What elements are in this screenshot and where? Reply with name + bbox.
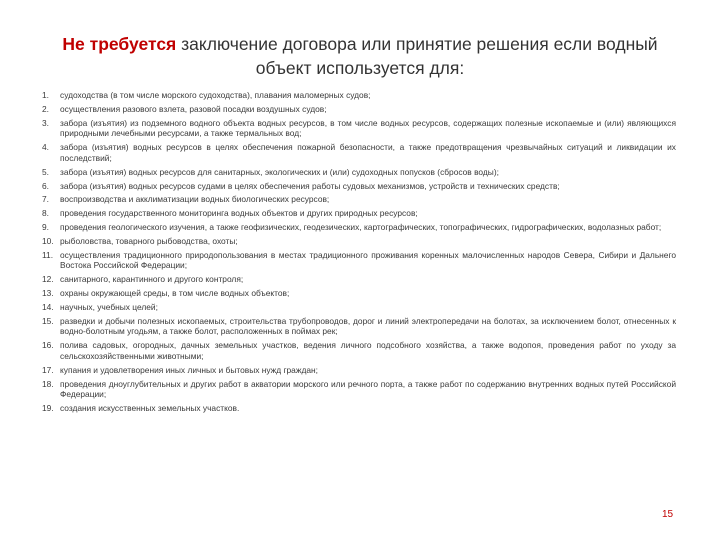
list-item-text: судоходства (в том числе морского судоходства), плавания маломерных судов; [60, 90, 371, 100]
list-item [42, 250, 676, 272]
list-item-text: проведения государственного мониторинга водных объектов и других природных ресурсов; [60, 208, 418, 219]
list-item-number: 3. [42, 117, 49, 128]
list-item-number: 4. [42, 142, 49, 153]
list-item-text: забора (изъятия) водных ресурсов в целях обеспечения пожарной безопасности, а также предотвращения чрезвычайных ситуаций и ликвидации их последствий; [60, 142, 676, 163]
list-item-text: купания и удовлетворения иных личных и бытовых нужд граждан; [60, 364, 318, 375]
list-item [42, 90, 676, 101]
list-item-number: 15. [42, 315, 54, 326]
list-item-number: 12. [42, 274, 54, 285]
list-item-text: охраны окружающей среды, в том числе водных объектов; [60, 287, 290, 298]
list-item-text: создания искусственных земельных участков. [60, 403, 240, 414]
list-item [42, 167, 676, 178]
list-item-number: 8. [42, 208, 49, 219]
list-item [42, 340, 676, 362]
list-item-text: научных, учебных целей; [60, 301, 158, 312]
list-item-number: 7. [42, 194, 49, 205]
list-item-number: 17. [42, 364, 54, 375]
list-item-number: 2. [42, 103, 49, 114]
list-item-number: 13. [42, 287, 54, 298]
slide-title [40, 32, 680, 80]
list-item [42, 194, 676, 205]
list-item [42, 316, 676, 338]
list-item [42, 181, 676, 192]
list-item [42, 288, 676, 299]
list-item-number: 5. [42, 166, 49, 177]
list-item-text: забора (изъятия) водных ресурсов судами в целях обеспечения работы судовых механизмов, устройств и технических средств; [60, 180, 560, 191]
list-item-number: 16. [42, 340, 54, 351]
usage-list [42, 90, 676, 417]
list-item [42, 302, 676, 313]
list-item [42, 379, 676, 401]
list-item-text: разведки и добычи полезных ископаемых, строительства трубопроводов, дорог и линий электропередачи на болотах, за исключением болот, отнесенных к водно-болотным угодьям, а также болот, расположенных в поймах рек; [60, 315, 676, 337]
list-item [42, 142, 676, 164]
list-item-number: 6. [42, 180, 49, 191]
list-item-text: рыболовства, товарного рыбоводства, охоты; [60, 235, 238, 246]
list-item [42, 236, 676, 247]
list-item-number: 10. [42, 235, 54, 246]
list-item-text: санитарного, карантинного и другого контроля; [60, 274, 244, 285]
list-item [42, 104, 676, 115]
list-item-text: осуществления традиционного природопользования в местах традиционного проживания коренных малочисленных народов Севера, Сибири и Дальнего Востока Российской Федерации; [60, 249, 676, 271]
list-item [42, 118, 676, 140]
title-rest: заключение договора или принятие решения если водный объект используется для: [176, 34, 658, 78]
page-number: 15 [662, 509, 674, 520]
list-item-number: 19. [42, 403, 54, 414]
list-item-text: осуществления разового взлета, разовой посадки воздушных судов; [60, 103, 327, 114]
list-item-number: 1. [42, 90, 49, 100]
list-item [42, 365, 676, 376]
title-emphasis: Не требуется [62, 34, 177, 54]
list-item [42, 403, 676, 414]
list-item-text: полива садовых, огородных, дачных земельных участков, ведения личного подсобного хозяйства, а также водопоя, проведения работ по уходу за сельскохозяйственными животными; [60, 340, 676, 361]
list-item-number: 9. [42, 221, 49, 232]
list-item [42, 222, 676, 233]
list-item-number: 11. [42, 249, 54, 260]
list-item-number: 14. [42, 301, 54, 312]
list-item-text: воспроизводства и акклиматизации водных биологических ресурсов; [60, 194, 330, 205]
list-item [42, 274, 676, 285]
list-item [42, 208, 676, 219]
list-item-text: проведения дноуглубительных и других работ в акватории морского или речного порта, а также работ по содержанию внутренних водных путей Российской Федерации; [60, 378, 676, 400]
list-item-number: 18. [42, 378, 54, 389]
list-item-text: забора (изъятия) водных ресурсов для санитарных, экологических и (или) судоходных попусков (сбросов воды); [60, 166, 499, 177]
list-item-text: проведения геологического изучения, а также геофизических, геодезических, картографических, топографических, гидрографических, водолазных работ; [60, 221, 662, 232]
list-item-text: забора (изъятия) из подземного водного объекта водных ресурсов, в том числе водных ресурсов, содержащих полезные ископаемые и (или) являющихся природными лечебными ресурсами, а также термальных вод; [60, 117, 676, 139]
